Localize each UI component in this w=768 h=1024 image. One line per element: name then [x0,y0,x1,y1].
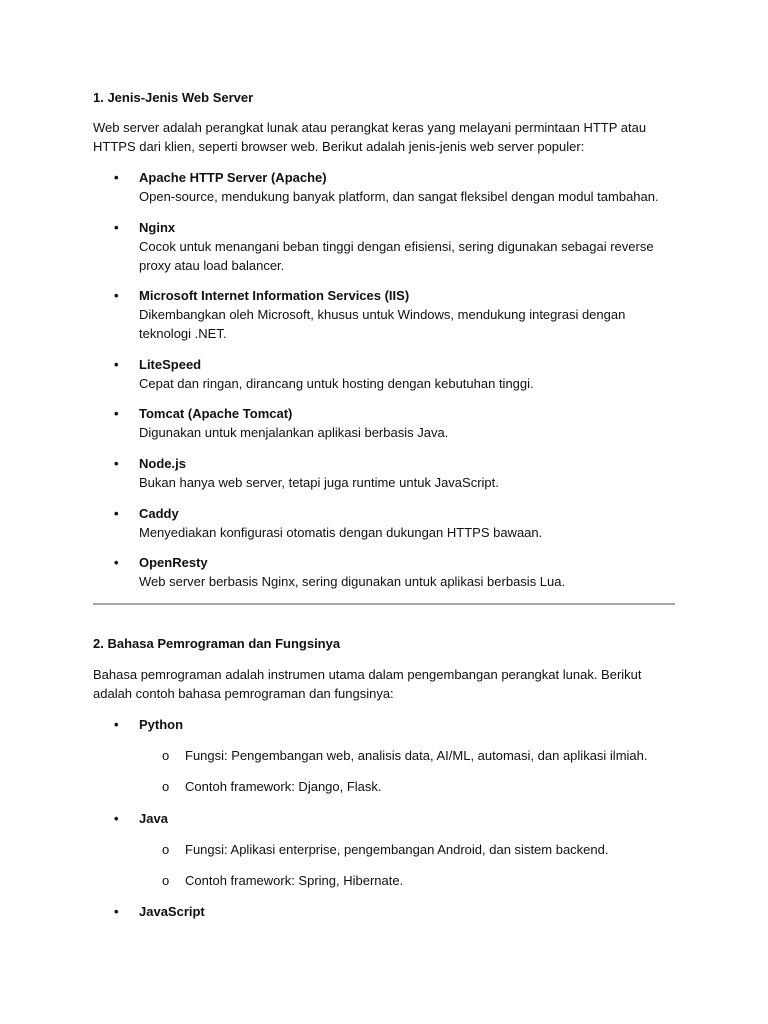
item-desc: Web server berbasis Nginx, sering digunakan untuk aplikasi berbasis Lua. [139,574,566,589]
item-desc: Menyediakan konfigurasi otomatis dengan dukungan HTTPS bawaan. [139,525,543,540]
section1-heading: 1. Jenis-Jenis Web Server [93,90,254,105]
list-item [93,454,739,492]
sub-list-item [139,840,745,859]
bullet-icon: • [114,811,119,826]
language-name: Java [139,811,168,826]
section2-intro-line1: Bahasa pemrograman adalah instrumen utama dalam pengembangan perangkat lunak. Berikut [93,667,642,682]
language-name: JavaScript [139,904,205,919]
item-desc: Cocok untuk menangani beban tinggi dengan efisiensi, sering digunakan sebagai reverse [139,239,654,254]
bullet-icon: • [114,170,119,185]
item-title: LiteSpeed [139,357,202,372]
item-title: Tomcat (Apache Tomcat) [139,406,293,421]
item-desc: Bukan hanya web server, tetapi juga runtime untuk JavaScript. [139,475,499,490]
item-title: Node.js [139,456,186,471]
sub-item-text: Fungsi: Aplikasi enterprise, pengembangan Android, dan sistem backend. [185,842,609,857]
sub-bullet-icon: o [162,842,170,857]
bullet-icon: • [114,456,119,471]
item-desc: Dikembangkan oleh Microsoft, khusus untuk Windows, mendukung integrasi dengan [139,307,626,322]
sub-item-text: Contoh framework: Django, Flask. [185,779,382,794]
item-title: Microsoft Internet Information Services (IIS) [139,288,410,303]
item-title: Caddy [139,506,179,521]
item-desc: teknologi .NET. [139,326,227,341]
list-item [93,404,739,442]
language-item [93,902,739,921]
bullet-icon: • [114,406,119,421]
section-divider [93,603,675,605]
sub-list-item [139,746,745,765]
item-desc: proxy atau load balancer. [139,258,285,273]
language-name: Python [139,717,184,732]
item-title: OpenResty [139,555,208,570]
list-item [93,218,739,275]
list-item [93,168,739,206]
bullet-icon: • [114,288,119,303]
sub-bullet-icon: o [162,748,170,763]
bullet-icon: • [114,555,119,570]
bullet-icon: • [114,904,119,919]
bullet-icon: • [114,506,119,521]
bullet-icon: • [114,717,119,732]
section2-heading: 2. Bahasa Pemrograman dan Fungsinya [93,636,341,651]
list-item [93,355,739,393]
sub-bullet-icon: o [162,873,170,888]
item-desc: Cepat dan ringan, dirancang untuk hosting dengan kebutuhan tinggi. [139,376,534,391]
bullet-icon: • [114,220,119,235]
item-desc: Open-source, mendukung banyak platform, dan sangat fleksibel dengan modul tambahan. [139,189,659,204]
list-item [93,286,739,343]
sub-bullet-icon: o [162,779,170,794]
sub-list-item [139,777,745,796]
section2-intro [93,665,693,703]
section1-intro-line2: HTTPS dari klien, seperti browser web. Berikut adalah jenis-jenis web server populer: [93,139,585,154]
section2-intro-line2: adalah contoh bahasa pemrograman dan fungsinya: [93,686,394,701]
bullet-icon: • [114,357,119,372]
section1-intro-line1: Web server adalah perangkat lunak atau perangkat keras yang melayani permintaan HTTP atau [93,120,647,135]
language-item [93,715,739,734]
sub-list-item [139,871,745,890]
language-item [93,809,739,828]
section1-intro [93,118,693,156]
list-item [93,504,739,542]
sub-item-text: Contoh framework: Spring, Hibernate. [185,873,404,888]
item-desc: Digunakan untuk menjalankan aplikasi berbasis Java. [139,425,449,440]
item-title: Apache HTTP Server (Apache) [139,170,327,185]
sub-item-text: Fungsi: Pengembangan web, analisis data, AI/ML, automasi, dan aplikasi ilmiah. [185,748,648,763]
item-title: Nginx [139,220,176,235]
list-item [93,553,739,591]
